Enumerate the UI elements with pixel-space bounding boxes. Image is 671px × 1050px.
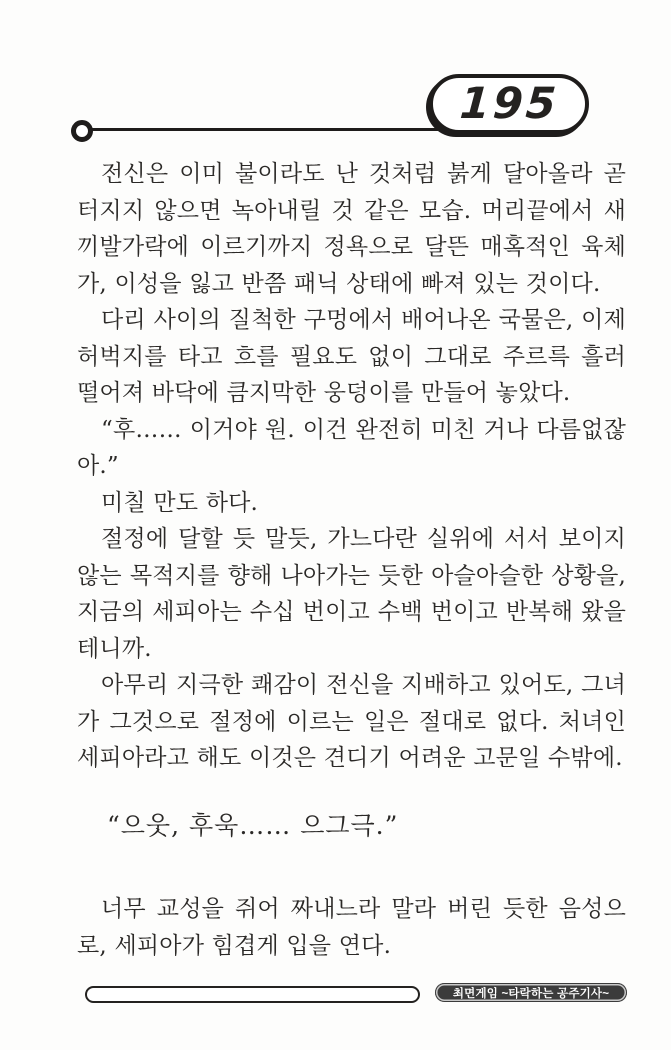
- paragraph: 전신은 이미 불이라도 난 것처럼 붉게 달아올라 곧 터지지 않으면 녹아내릴 것 같은 모습. 머리끝에서 새끼발가락에 이르기까지 정욕으로 달뜬 매혹적인 육체가, 이성을 잃고 반쯤 패닉 상태에 빠져 있는 것이다.: [77, 161, 626, 297]
- page-number: 195: [457, 79, 561, 129]
- header-line-end-ring-icon: [71, 120, 93, 142]
- footer-blank-pill: [85, 986, 420, 1003]
- book-title: 최면게임 ~타락하는 공주기사~: [452, 987, 610, 1000]
- paragraph: 미칠 만도 하다.: [101, 489, 259, 516]
- paragraph-dialogue: “후…… 이거야 원. 이건 완전히 미친 거나 다름없잖아.”: [77, 416, 626, 479]
- paragraph: 아무리 지극한 쾌감이 전신을 지배하고 있어도, 그녀가 그것으로 절정에 이르는 일은 절대로 없다. 처녀인 세피아라고 해도 이것은 견디기 어려운 고문일 수밖에.: [77, 672, 626, 771]
- paragraph: 다리 사이의 질척한 구멍에서 배어나온 국물은, 이제 허벅지를 타고 흐를 필요도 없이 그대로 주르륵 흘러 떨어져 바닥에 큼지막한 웅덩이를 만들어 놓았다.: [77, 307, 626, 406]
- paragraph-dialogue-emphasized: “으웃, 후욱…… 으그극.”: [107, 810, 399, 840]
- paragraph: 너무 교성을 쥐어 짜내느라 말라 버린 듯한 음성으로, 세피아가 힘겹게 입을 연다.: [77, 896, 626, 959]
- book-title-badge: [435, 983, 627, 1002]
- paragraph: 절정에 달할 듯 말듯, 가느다란 실위에 서서 보이지 않는 목적지를 향해 나아가는 듯한 아슬아슬한 상황을, 지금의 세피아는 수십 번이고 수백 번이고 반복해 왔을 테니까.: [77, 526, 626, 662]
- body-text: [77, 156, 626, 964]
- page-number-badge: [429, 74, 589, 134]
